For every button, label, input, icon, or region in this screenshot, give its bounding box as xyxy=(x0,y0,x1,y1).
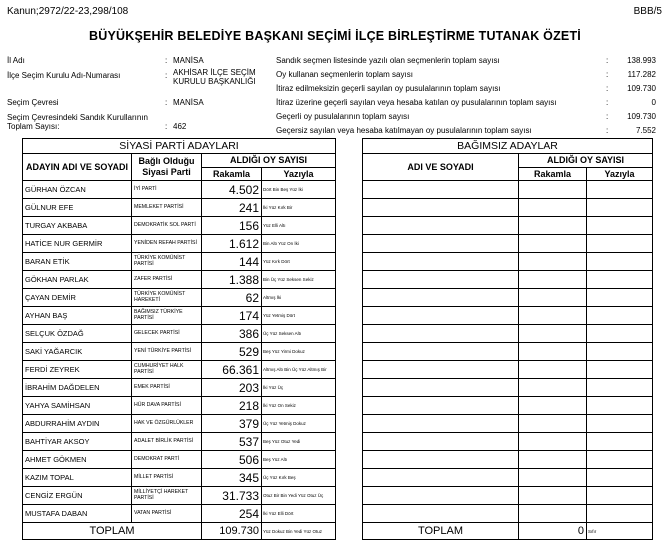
candidate-votes: 241 xyxy=(202,199,262,217)
col-votes: ALDIĞI OY SAYISI xyxy=(202,154,336,168)
independent-digits-cell xyxy=(519,235,587,253)
independent-words-cell xyxy=(587,451,653,469)
table-row xyxy=(23,487,336,505)
candidate-votes-words: Beş Yüz Otuz Yedi xyxy=(262,433,336,451)
candidate-party: DEMOKRATİK SOL PARTİ xyxy=(132,217,202,235)
candidate-party: ZAFER PARTİSİ xyxy=(132,271,202,289)
candidate-name: FERDİ ZEYREK xyxy=(23,361,132,379)
il-colon: : xyxy=(165,56,168,65)
candidate-votes: 156 xyxy=(202,217,262,235)
independent-words-cell xyxy=(587,253,653,271)
candidate-name: CENGİZ ERGÜN xyxy=(23,487,132,505)
stat-row xyxy=(276,126,656,136)
candidate-party: MİLLİYETÇİ HAREKET PARTİSİ xyxy=(132,487,202,505)
candidate-party: ADALET BİRLİK PARTİSİ xyxy=(132,433,202,451)
candidate-name: GÜLNUR EFE xyxy=(23,199,132,217)
independent-words-cell xyxy=(587,343,653,361)
form-code: BBB/5 xyxy=(633,6,662,17)
independent-candidates-table xyxy=(362,138,653,540)
independent-digits-cell xyxy=(519,487,587,505)
independent-digits-cell xyxy=(519,505,587,523)
independent-digits-cell xyxy=(519,361,587,379)
col-candidate-name: ADAYIN ADI VE SOYADI xyxy=(23,154,132,181)
party-section-title: SİYASİ PARTİ ADAYLARI xyxy=(23,139,336,154)
candidate-party: MEMLEKET PARTİSİ xyxy=(132,199,202,217)
table-row xyxy=(363,361,653,379)
col-words: Yazıyla xyxy=(262,167,336,181)
candidate-votes: 254 xyxy=(202,505,262,523)
table-row xyxy=(363,379,653,397)
table-row xyxy=(23,325,336,343)
independent-digits-cell xyxy=(519,433,587,451)
candidate-votes-words: Otuz Bir Bin Yedi Yüz Otuz Üç xyxy=(262,487,336,505)
independent-name-cell xyxy=(363,271,519,289)
independent-name-cell xyxy=(363,451,519,469)
table-row xyxy=(363,217,653,235)
stat-colon: : xyxy=(606,126,609,135)
candidate-votes-words: Yüz Elli Altı xyxy=(262,217,336,235)
candidate-party: CUMHURİYET HALK PARTİSİ xyxy=(132,361,202,379)
independent-total-label: TOPLAM xyxy=(363,523,519,540)
candidate-votes-words: İki Yüz Elli Dört xyxy=(262,505,336,523)
candidate-votes: 345 xyxy=(202,469,262,487)
kurul-label: İlçe Seçim Kurulu Adı-Numarası xyxy=(7,71,121,80)
col-independent-digits: Rakamla xyxy=(519,167,587,181)
independent-words-cell xyxy=(587,217,653,235)
candidate-votes: 4.502 xyxy=(202,181,262,199)
independent-name-cell xyxy=(363,415,519,433)
table-row xyxy=(23,253,336,271)
il-label: İl Adı xyxy=(7,56,25,65)
candidate-name: AYHAN BAŞ xyxy=(23,307,132,325)
independent-words-cell xyxy=(587,271,653,289)
independent-words-cell xyxy=(587,397,653,415)
candidate-party: GELECEK PARTİSİ xyxy=(132,325,202,343)
independent-digits-cell xyxy=(519,325,587,343)
candidate-party: YENİ TÜRKİYE PARTİSİ xyxy=(132,343,202,361)
stat-value: 7.552 xyxy=(635,126,656,135)
table-row xyxy=(23,415,336,433)
candidate-name: KAZIM TOPAL xyxy=(23,469,132,487)
independent-name-cell xyxy=(363,307,519,325)
candidate-votes-words: Bin Altı Yüz On İki xyxy=(262,235,336,253)
stat-row xyxy=(276,98,656,108)
candidate-party: MİLLET PARTİSİ xyxy=(132,469,202,487)
table-row xyxy=(363,307,653,325)
independent-name-cell xyxy=(363,343,519,361)
independent-total-votes: 0 xyxy=(519,523,587,540)
candidate-votes: 386 xyxy=(202,325,262,343)
law-reference: Kanun;2972/22-23,298/108 xyxy=(7,6,129,17)
table-row xyxy=(363,397,653,415)
independent-digits-cell xyxy=(519,253,587,271)
candidate-party: DEMOKRAT PARTİ xyxy=(132,451,202,469)
table-row xyxy=(23,397,336,415)
il-value: MANİSA xyxy=(173,56,204,65)
candidate-votes: 1.388 xyxy=(202,271,262,289)
table-row xyxy=(23,433,336,451)
stat-row xyxy=(276,84,656,94)
independent-name-cell xyxy=(363,433,519,451)
stat-colon: : xyxy=(606,56,609,65)
table-row xyxy=(23,235,336,253)
independent-name-cell xyxy=(363,199,519,217)
candidate-votes: 66.361 xyxy=(202,361,262,379)
candidate-name: ÇAYAN DEMİR xyxy=(23,289,132,307)
cevre-label: Seçim Çevresi xyxy=(7,98,59,107)
independent-words-cell xyxy=(587,307,653,325)
candidate-name: AHMET GÖKMEN xyxy=(23,451,132,469)
independent-digits-cell xyxy=(519,451,587,469)
candidate-name: HATİCE NUR GERMİR xyxy=(23,235,132,253)
independent-words-cell xyxy=(587,199,653,217)
independent-total-words: Sıfır xyxy=(587,523,653,540)
candidate-party: HÜR DAVA PARTİSİ xyxy=(132,397,202,415)
col-independent-words: Yazıyla xyxy=(587,167,653,181)
stat-value: 138.993 xyxy=(627,56,656,65)
candidate-votes-words: Dört Bin Beş Yüz İki xyxy=(262,181,336,199)
independent-name-cell xyxy=(363,181,519,199)
stat-label: İtiraz edilmeksizin geçerli sayılan oy pusulalarının toplam sayısı xyxy=(276,84,501,93)
candidate-name: İBRAHİM DAĞDELEN xyxy=(23,379,132,397)
sandik-label: Seçim Çevresindeki Sandık Kurullarının Toplam Sayısı: xyxy=(7,113,148,131)
stat-colon: : xyxy=(606,70,609,79)
independent-words-cell xyxy=(587,325,653,343)
stat-colon: : xyxy=(606,98,609,107)
candidate-votes-words: Altmış İki xyxy=(262,289,336,307)
independent-name-cell xyxy=(363,217,519,235)
stat-colon: : xyxy=(606,84,609,93)
page-title: BÜYÜKŞEHİR BELEDİYE BAŞKANI SEÇİMİ İLÇE BİRLEŞTİRME TUTANAK ÖZETİ xyxy=(89,29,581,43)
candidate-votes-words: Altmış Altı Bin Üç Yüz Altmış Bir xyxy=(262,361,336,379)
candidate-votes-words: Üç Yüz Yetmiş Dokuz xyxy=(262,415,336,433)
candidate-votes-words: Beş Yüz Yirmi Dokuz xyxy=(262,343,336,361)
candidate-party: İYİ PARTİ xyxy=(132,181,202,199)
independent-name-cell xyxy=(363,397,519,415)
table-row xyxy=(363,433,653,451)
candidate-votes: 506 xyxy=(202,451,262,469)
candidate-name: GÜRHAN ÖZCAN xyxy=(23,181,132,199)
table-row xyxy=(363,343,653,361)
independent-words-cell xyxy=(587,181,653,199)
independent-words-cell xyxy=(587,469,653,487)
stat-label: Sandık seçmen listesinde yazılı olan seçmenlerin toplam sayısı xyxy=(276,56,500,65)
table-row xyxy=(363,505,653,523)
independent-section-title: BAĞIMSIZ ADAYLAR xyxy=(363,139,653,154)
candidate-name: TURGAY AKBABA xyxy=(23,217,132,235)
stat-value: 109.730 xyxy=(627,84,656,93)
candidate-name: BAHTİYAR AKSOY xyxy=(23,433,132,451)
table-row xyxy=(23,451,336,469)
sandik-value: 462 xyxy=(173,122,187,131)
candidate-votes: 529 xyxy=(202,343,262,361)
independent-digits-cell xyxy=(519,307,587,325)
candidate-name: GÖKHAN PARLAK xyxy=(23,271,132,289)
candidate-votes-words: Yüz Yetmiş Dört xyxy=(262,307,336,325)
table-row xyxy=(363,415,653,433)
candidate-party: BAĞIMSIZ TÜRKİYE PARTİSİ xyxy=(132,307,202,325)
candidate-votes-words: Bin Üç Yüz Seksen Sekiz xyxy=(262,271,336,289)
kurul-value: AKHİSAR İLÇE SEÇİM KURULU BAŞKANLIĞI xyxy=(173,68,256,86)
table-row xyxy=(23,181,336,199)
party-candidates-table xyxy=(22,138,336,540)
table-row xyxy=(23,199,336,217)
total-words: Yüz Dokuz Bin Yedi Yüz Otuz xyxy=(262,523,336,540)
stat-value: 0 xyxy=(651,98,656,107)
col-independent-name: ADI VE SOYADI xyxy=(363,154,519,181)
candidate-votes: 31.733 xyxy=(202,487,262,505)
independent-digits-cell xyxy=(519,469,587,487)
independent-words-cell xyxy=(587,505,653,523)
total-label: TOPLAM xyxy=(23,523,202,540)
table-row xyxy=(23,379,336,397)
table-row xyxy=(363,181,653,199)
candidate-name: MUSTAFA DABAN xyxy=(23,505,132,523)
independent-digits-cell xyxy=(519,415,587,433)
independent-words-cell xyxy=(587,487,653,505)
stat-value: 117.282 xyxy=(627,70,656,79)
independent-name-cell xyxy=(363,325,519,343)
candidate-party: YENİDEN REFAH PARTİSİ xyxy=(132,235,202,253)
stat-row xyxy=(276,112,656,122)
col-independent-votes: ALDIĞI OY SAYISI xyxy=(519,154,653,168)
table-row xyxy=(23,361,336,379)
independent-digits-cell xyxy=(519,343,587,361)
candidate-votes-words: Beş Yüz Altı xyxy=(262,451,336,469)
candidate-name: SAKİ YAĞARCIK xyxy=(23,343,132,361)
independent-digits-cell xyxy=(519,199,587,217)
candidate-name: ABDURRAHİM AYDIN xyxy=(23,415,132,433)
col-digits: Rakamla xyxy=(202,167,262,181)
independent-words-cell xyxy=(587,361,653,379)
candidate-votes: 203 xyxy=(202,379,262,397)
candidate-votes: 537 xyxy=(202,433,262,451)
candidate-votes: 174 xyxy=(202,307,262,325)
table-row xyxy=(363,451,653,469)
table-row xyxy=(23,469,336,487)
candidate-party: VATAN PARTİSİ xyxy=(132,505,202,523)
candidate-votes-words: İki Yüz Kırk Bir xyxy=(262,199,336,217)
stat-label: Geçerli oy pusulalarının toplam sayısı xyxy=(276,112,410,121)
total-votes: 109.730 xyxy=(202,523,262,540)
table-row xyxy=(23,289,336,307)
table-row xyxy=(363,199,653,217)
independent-digits-cell xyxy=(519,181,587,199)
independent-words-cell xyxy=(587,289,653,307)
independent-words-cell xyxy=(587,415,653,433)
stat-label: İtiraz üzerine geçerli sayılan veya hesaba katılan oy pusulalarının toplam sayısı xyxy=(276,98,557,107)
stat-label: Oy kullanan seçmenlerin toplam sayısı xyxy=(276,70,413,79)
table-row xyxy=(363,253,653,271)
table-row xyxy=(23,307,336,325)
candidate-votes-words: Yüz Kırk Dört xyxy=(262,253,336,271)
candidate-party: TÜRKİYE KOMÜNİST PARTİSİ xyxy=(132,253,202,271)
independent-name-cell xyxy=(363,361,519,379)
candidate-name: YAHYA SAMİHSAN xyxy=(23,397,132,415)
table-row xyxy=(23,343,336,361)
independent-digits-cell xyxy=(519,379,587,397)
table-row xyxy=(363,235,653,253)
table-row xyxy=(363,289,653,307)
candidate-name: BARAN ETİK xyxy=(23,253,132,271)
independent-name-cell xyxy=(363,235,519,253)
sandik-colon: : xyxy=(165,122,168,131)
candidate-votes: 218 xyxy=(202,397,262,415)
candidate-votes-words: Üç Yüz Seksen Altı xyxy=(262,325,336,343)
independent-words-cell xyxy=(587,379,653,397)
independent-words-cell xyxy=(587,433,653,451)
candidate-votes: 1.612 xyxy=(202,235,262,253)
independent-words-cell xyxy=(587,235,653,253)
kurul-colon: : xyxy=(165,71,168,80)
independent-name-cell xyxy=(363,469,519,487)
table-row xyxy=(363,271,653,289)
candidate-votes-words: İki Yüz Üç xyxy=(262,379,336,397)
table-row xyxy=(363,487,653,505)
col-party: Bağlı Olduğu Siyasi Parti xyxy=(132,154,202,181)
independent-name-cell xyxy=(363,253,519,271)
table-row xyxy=(363,469,653,487)
independent-name-cell xyxy=(363,505,519,523)
candidate-party: EMEK PARTİSİ xyxy=(132,379,202,397)
table-row xyxy=(363,325,653,343)
independent-name-cell xyxy=(363,487,519,505)
stat-value: 109.730 xyxy=(627,112,656,121)
candidate-party: TÜRKİYE KOMÜNİST HAREKETİ xyxy=(132,289,202,307)
candidate-votes-words: Üç Yüz Kırk Beş xyxy=(262,469,336,487)
candidate-votes-words: İki Yüz On Sekiz xyxy=(262,397,336,415)
cevre-colon: : xyxy=(165,98,168,107)
stat-row xyxy=(276,56,656,66)
table-row xyxy=(23,217,336,235)
independent-name-cell xyxy=(363,379,519,397)
stat-row xyxy=(276,70,656,80)
independent-name-cell xyxy=(363,289,519,307)
table-row xyxy=(23,505,336,523)
candidate-votes: 379 xyxy=(202,415,262,433)
independent-digits-cell xyxy=(519,397,587,415)
cevre-value: MANİSA xyxy=(173,98,204,107)
candidate-party: HAK VE ÖZGÜRLÜKLER xyxy=(132,415,202,433)
independent-digits-cell xyxy=(519,289,587,307)
candidate-name: SELÇUK ÖZDAĞ xyxy=(23,325,132,343)
candidate-votes: 144 xyxy=(202,253,262,271)
stat-colon: : xyxy=(606,112,609,121)
independent-digits-cell xyxy=(519,217,587,235)
stat-label: Geçersiz sayılan veya hesaba katılmayan oy pusulalarının toplam sayısı xyxy=(276,126,532,135)
table-row xyxy=(23,271,336,289)
independent-digits-cell xyxy=(519,271,587,289)
candidate-votes: 62 xyxy=(202,289,262,307)
